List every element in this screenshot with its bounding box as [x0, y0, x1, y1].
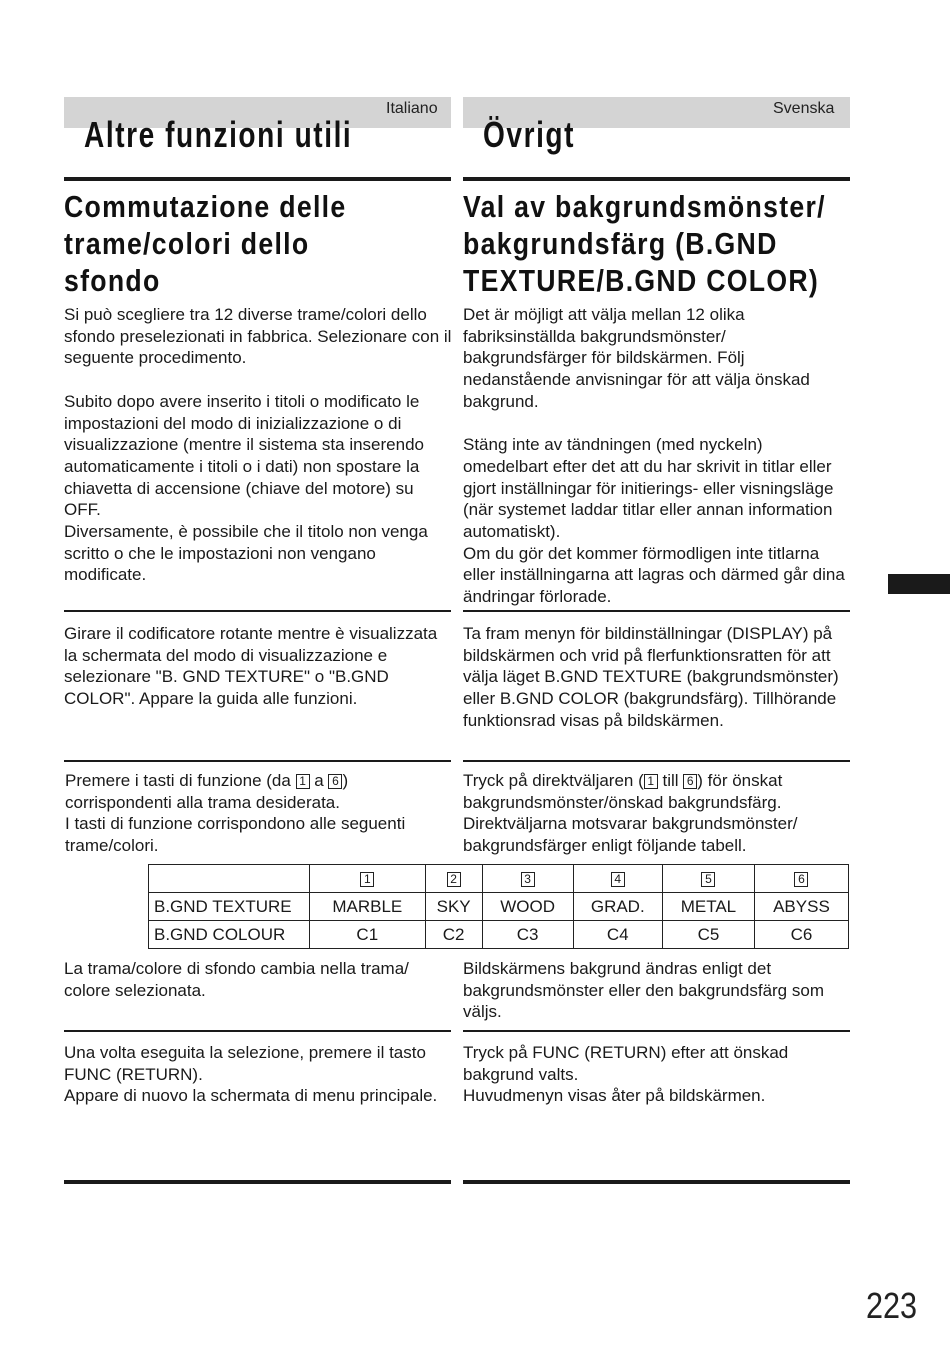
table-cell: GRAD. — [573, 893, 662, 921]
intro-swedish — [463, 304, 851, 608]
heading-line: trame/colori dello — [64, 226, 310, 261]
intro-text: Det är möjligt att välja mellan 12 olika fabriksinställda bakgrundsmönster/ bakgrundsfärger för bildskärmen. Följ nedanstående anvisningar för att välja önskad bakgrund. — [463, 305, 810, 411]
step2-italian — [65, 770, 450, 857]
warning-text: Diversamente, è possibile che il titolo non venga scritto o che le impostazioni non vengano modificate. — [64, 522, 428, 585]
table-header-cell — [754, 865, 848, 893]
step2-text: a — [309, 771, 329, 790]
page-number: 223 — [866, 1285, 918, 1326]
step2-text: bakgrundsmönster/önskad bakgrundsfärg. Direktväljarna motsvarar bakgrundsmönster/ bakgrundsfärger enligt följande tabell. — [463, 792, 798, 856]
heading-line: Commutazione delle — [64, 189, 347, 224]
warning-text: Om du gör det kommer förmodligen inte titlarna eller inställningarna att lagras och därmed går dina ändringar förlorade. — [463, 543, 845, 607]
key-6-icon: 6 — [683, 774, 697, 789]
step2-line — [463, 770, 848, 792]
heading-swedish — [463, 188, 826, 299]
key-1-icon: 1 — [360, 872, 374, 887]
step3-text: Huvudmenyn visas åter på bildskärmen. — [463, 1086, 766, 1106]
table-header-cell — [310, 865, 426, 893]
table-cell: C6 — [754, 921, 848, 949]
table-cell: C3 — [482, 921, 573, 949]
key-3-icon: 3 — [521, 872, 535, 887]
language-label-italian: Italiano — [386, 100, 438, 117]
table-cell: MARBLE — [310, 893, 426, 921]
key-6-icon: 6 — [328, 774, 342, 789]
table-row — [149, 893, 849, 921]
heading-line: TEXTURE/B.GND COLOR) — [463, 263, 820, 298]
step2-text: ) för önskat — [697, 771, 783, 790]
step2-text: I tasti di funzione corrispondono alle seguenti trame/colori. — [65, 814, 406, 856]
warning-text: Stäng inte av tändningen (med nyckeln) omedelbart efter det att du har skrivit in titlar eller gjort inställningar för initierings- eller visningsläge (när systemet laddar titlar eller annan information automatiskt). — [463, 435, 834, 542]
table-header-cell — [573, 865, 662, 893]
step3-text: Tryck på FUNC (RETURN) efter att önskad bakgrund valts. — [463, 1043, 789, 1084]
table-cell: ABYSS — [754, 893, 848, 921]
step2-text: till — [657, 771, 684, 790]
title-rule-italian — [64, 177, 451, 181]
step2-text: Tryck på direktväljaren ( — [463, 771, 644, 790]
key-1-icon: 1 — [644, 774, 658, 789]
step1-swedish: Ta fram menyn för bildinställningar (DISPLAY) på bildskärmen och vrid på flerfunktionsratten för att välja läget B.GND TEXTURE (bakgrundsmönster) eller B.GND COLOR (bakgrundsfärg). Tillhörande funktionsrad visas på bildskärmen. — [463, 624, 839, 730]
step-rule — [463, 610, 850, 612]
key-2-icon: 2 — [447, 872, 461, 887]
table-cell: WOOD — [482, 893, 573, 921]
bottom-rule-italian — [64, 1180, 451, 1184]
title-rule-swedish — [463, 177, 850, 181]
step3-text: Una volta eseguita la selezione, premere il tasto FUNC (RETURN). — [64, 1043, 426, 1084]
result-italian: La trama/colore di sfondo cambia nella trama/ colore selezionata. — [64, 959, 409, 1000]
table-cell: METAL — [662, 893, 754, 921]
step-rule — [463, 760, 850, 762]
step-rule — [64, 760, 451, 762]
bottom-rule-swedish — [463, 1180, 850, 1184]
key-6-icon: 6 — [794, 872, 808, 887]
step-rule — [64, 1030, 451, 1032]
step3-italian — [64, 1042, 444, 1107]
intro-text: Si può scegliere tra 12 diverse trame/colori dello sfondo preselezionati in fabbrica. Selezionare con il seguente procedimento. — [64, 305, 452, 368]
table-header-cell — [482, 865, 573, 893]
table-cell: SKY — [425, 893, 482, 921]
table-header-row — [149, 865, 849, 893]
table-row-label: B.GND TEXTURE — [149, 893, 310, 921]
heading-line: sfondo — [64, 263, 161, 298]
step2-line — [65, 770, 450, 792]
key-4-icon: 4 — [611, 872, 625, 887]
step2-text: Premere i tasti di funzione (da — [65, 771, 296, 790]
key-1-icon: 1 — [296, 774, 310, 789]
table-cell: C5 — [662, 921, 754, 949]
heading-line: bakgrundsfärg (B.GND — [463, 226, 778, 261]
step-rule — [463, 1030, 850, 1032]
step-rule — [64, 610, 451, 612]
table-header-cell — [425, 865, 482, 893]
step2-swedish — [463, 770, 848, 857]
step3-text: Appare di nuovo la schermata di menu principale. — [64, 1086, 438, 1106]
table-cell: C2 — [425, 921, 482, 949]
heading-line: Val av bakgrundsmönster/ — [463, 189, 826, 224]
table-row-label: B.GND COLOUR — [149, 921, 310, 949]
section-title-swedish: Övrigt — [483, 114, 576, 155]
table-cell: C4 — [573, 921, 662, 949]
step2-text: ) — [342, 771, 349, 790]
language-label-swedish: Svenska — [773, 100, 835, 117]
section-title-italian: Altre funzioni utili — [84, 114, 353, 155]
section-tab-marker — [888, 574, 950, 594]
table-corner-cell — [149, 865, 310, 893]
step1-italian: Girare il codificatore rotante mentre è visualizzata la schermata del modo di visualizzazione e selezionare "B. GND TEXTURE" o "B.GND COLOR". Appare la guida alle funzioni. — [64, 624, 438, 709]
step2-text: corrispondenti alla trama desiderata. — [65, 792, 340, 812]
step3-swedish — [463, 1042, 848, 1107]
heading-italian — [64, 188, 346, 299]
table-header-cell — [662, 865, 754, 893]
key-5-icon: 5 — [701, 872, 715, 887]
intro-italian — [64, 304, 452, 586]
table-row — [149, 921, 849, 949]
result-swedish: Bildskärmens bakgrund ändras enligt det bakgrundsmönster eller den bakgrundsfärg som väljs. — [463, 959, 824, 1022]
table-cell: C1 — [310, 921, 426, 949]
warning-text: Subito dopo avere inserito i titoli o modificato le impostazioni del modo di inizializzazione o di visualizzazione (mentre il sistema sta inserendo automaticamente i titoli o i dati) non spostare la chiavetta di accensione (chiave del motore) su OFF. — [64, 391, 424, 520]
function-key-table — [148, 864, 849, 949]
